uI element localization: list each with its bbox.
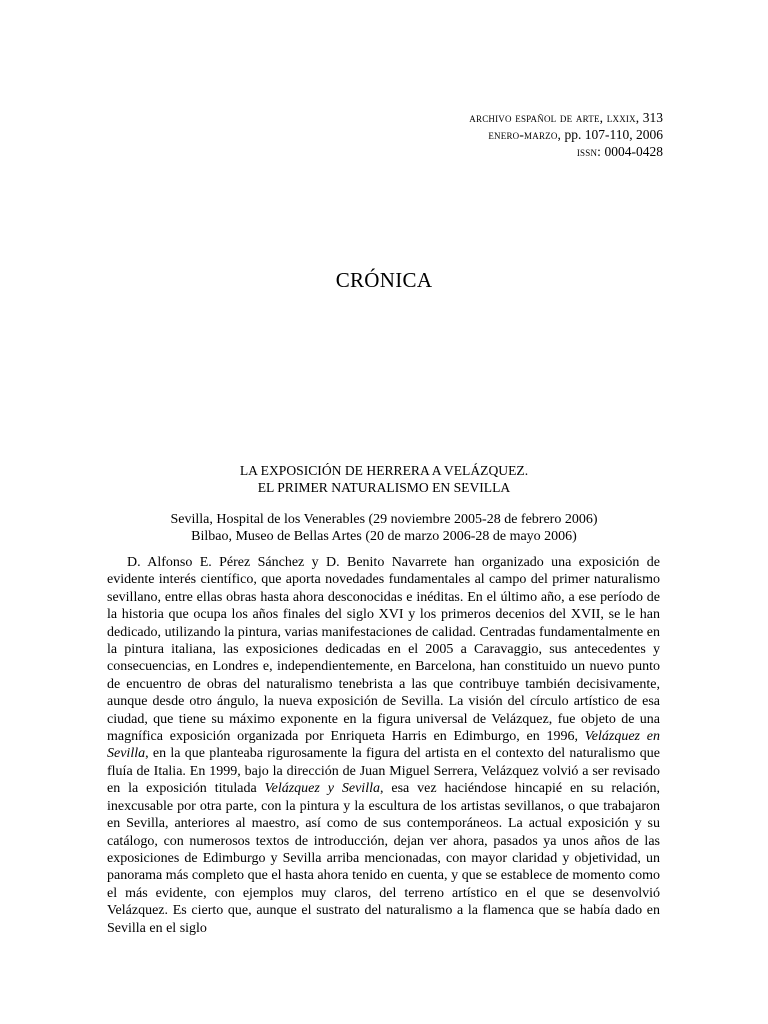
journal-issue-number: 313 xyxy=(642,110,663,125)
issn-number: 0004-0428 xyxy=(604,144,663,159)
body-text-segment: D. Alfonso E. Pérez Sánchez y D. Benito Navarrete han organizado una exposición de evidente interés científico, que aporta novedades fundamentales al campo del primer naturalismo sevillano, entre ellas obras hasta ahora desconocidas e inéditas. En el último año, a ese período de la historia que ocupa los años finales del siglo XVI y los primeros decenios del XVII, se le han dedicado, utilizando la pintura, varias manifestaciones de calidad. Centradas fundamentalmente en la pintura italiana, las exposiciones dedicadas en el 2005 a Caravaggio, sus antecedentes y consecuencias, en Londres e, independientemente, en Barcelona, han constituido un nuevo punto de encuentro de obras del naturalismo tenebrista a las que contribuye también decisivamente, aunque desde otro ángulo, la nueva exposición de Sevilla. La visión del círculo artístico de esa ciudad, que tiene su máximo exponente en la figura universal de Velázquez, fue objeto de una magnífica exposición organizada por Enriqueta Harris en Edimburgo, en 1996, xyxy=(107,555,660,745)
article-title-line-1: LA EXPOSICIÓN DE HERRERA A VELÁZQUEZ. xyxy=(239,463,529,478)
journal-header xyxy=(469,109,663,160)
journal-pages: pp. 107-110, 2006 xyxy=(564,127,663,142)
venue-sevilla: Sevilla, Hospital de los Venerables (29 noviembre 2005-28 de febrero 2006) xyxy=(170,512,598,527)
exhibition-venues xyxy=(0,511,768,545)
body-text-segment: , esa vez haciéndose hincapié en su relación, inexcusable por otra parte, con la pintura y la escultura de los artistas sevillanos, o que trabajaron en Sevilla, anteriores al maestro, así como de sus contemporáneos. La actual exposición y su catálogo, con numerosos textos de introducción, dejan ver ahora, pasados ya unos años de las exposiciones de Edimburgo y Sevilla arriba mencionadas, con mayor claridad y objetividad, un panorama más completo que el hasta ahora tenido en cuenta, y que se establece de momento como el más evidente, con ejemplos muy claros, del terreno artístico en el que se desenvolvió Velázquez. Es cierto que, aunque el sustrato del naturalismo a la flamenca que se había dado en Sevilla en el siglo xyxy=(107,781,661,936)
body-text xyxy=(107,554,660,937)
exhibition-title-edinburgh: Velázquez en Sevilla xyxy=(107,729,660,762)
venue-bilbao: Bilbao, Museo de Bellas Artes (20 de marzo 2006-28 de mayo 2006) xyxy=(191,529,577,544)
journal-issn-line xyxy=(469,143,663,160)
exhibition-title-sevilla: Velázquez y Sevilla xyxy=(264,781,380,797)
issn-label: issn: xyxy=(576,144,602,159)
section-title: CRÓNICA xyxy=(335,268,433,292)
journal-pages-line xyxy=(469,126,663,143)
body-text-segment: , en la que planteaba rigurosamente la figura del artista en el contexto del naturalismo que fluía de Italia. En 1999, bajo la dirección de Juan Miguel Serrera, Velázquez volvió a ser revisado en la exposición titulada xyxy=(107,746,660,797)
body-paragraph xyxy=(107,554,660,937)
article-title-line-2: EL PRIMER NATURALISMO EN SEVILLA xyxy=(257,480,511,495)
journal-citation-line xyxy=(469,109,663,126)
journal-name: archivo español de arte, lxxix, xyxy=(469,110,640,125)
article-title xyxy=(0,462,768,496)
journal-period: enero-marzo, xyxy=(488,127,562,142)
